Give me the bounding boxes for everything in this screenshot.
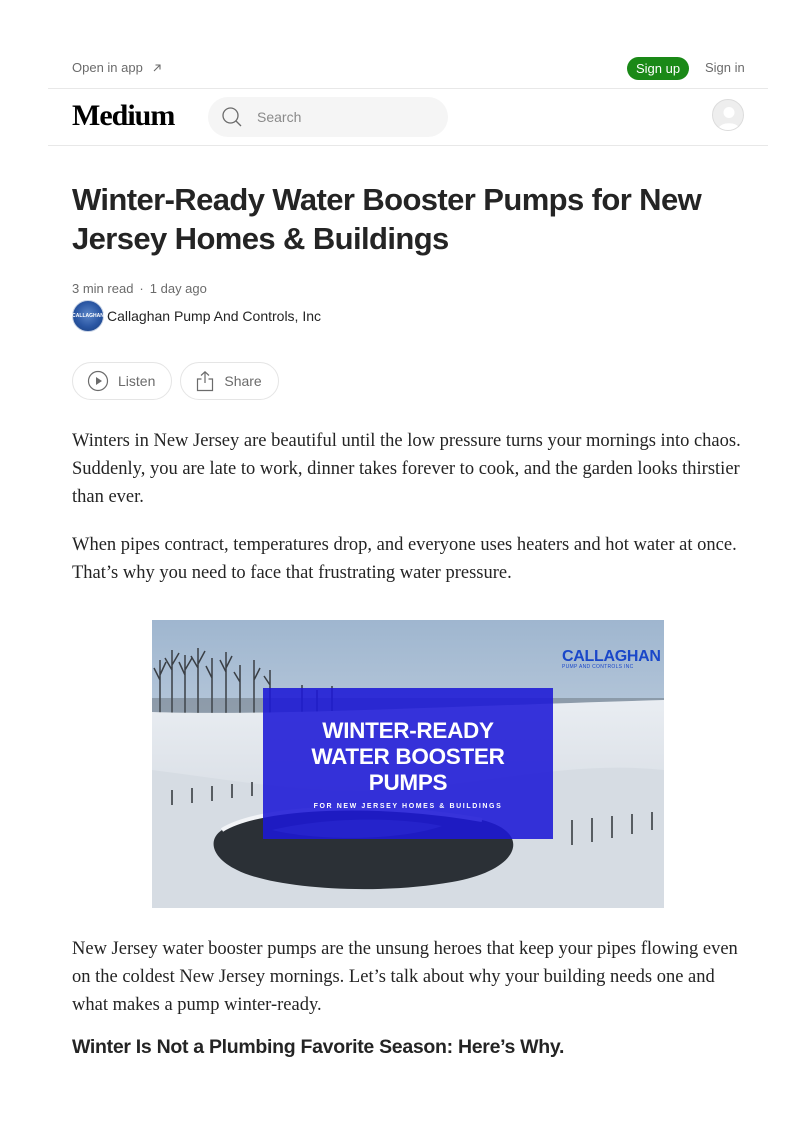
- article-paragraph: New Jersey water booster pumps are the unsung heroes that keep your pipes flowing even on the coldest New Jersey mornings. Let’s talk about why your building needs one and what makes a pump winter-ready.: [72, 939, 738, 1015]
- article-paragraph: When pipes contract, temperatures drop, and everyone uses heaters and hot water at once. That’s why you need to face that frustrating water pressure.: [72, 535, 737, 583]
- author-name[interactable]: Callaghan Pump And Controls, Inc: [107, 308, 322, 324]
- share-label: Share: [224, 373, 262, 389]
- article-paragraph: Winters in New Jersey are beautiful until the low pressure turns your mornings into chaos. Suddenly, you are late to work, dinner takes forever to cook, and the garden looks thirstier than ever.: [72, 431, 741, 507]
- published-date: 1 day ago: [149, 281, 207, 296]
- search-box[interactable]: [208, 97, 448, 137]
- read-time: 3 min read: [72, 281, 134, 296]
- search-input[interactable]: [257, 109, 427, 125]
- sign-in-link[interactable]: Sign in: [705, 60, 745, 75]
- hero-subtitle: FOR NEW JERSEY HOMES & BUILDINGS: [313, 802, 503, 810]
- open-in-app-link[interactable]: [72, 60, 163, 75]
- hero-brand-logo: CALLAGHAN: [562, 648, 661, 665]
- hero-text-box: [263, 688, 553, 839]
- hero-line-3: PUMPS: [368, 769, 448, 795]
- author-avatar-text: CALLAGHAN: [72, 313, 104, 319]
- top-bar: [48, 50, 768, 89]
- listen-button[interactable]: [72, 362, 172, 400]
- user-avatar-icon[interactable]: [712, 99, 744, 131]
- author-row: [72, 300, 321, 332]
- medium-logo[interactable]: Medium: [72, 99, 175, 132]
- listen-label: Listen: [118, 373, 156, 389]
- open-in-app-label: Open in app: [72, 60, 143, 75]
- article-title: Winter-Ready Water Booster Pumps for New Jersey Homes & Buildings: [72, 182, 702, 256]
- article-actions: [72, 362, 279, 400]
- arrow-up-right-icon: [151, 62, 163, 74]
- share-icon: [195, 370, 215, 392]
- hero-brand-subtitle: PUMP AND CONTROLS INC: [562, 664, 634, 670]
- hero-line-2: WATER BOOSTER: [311, 743, 505, 769]
- article-meta: [72, 281, 207, 296]
- user-silhouette-icon: [713, 100, 744, 131]
- search-icon: [221, 106, 243, 128]
- hero-line-1: WINTER-READY: [322, 717, 494, 743]
- nav-bar: [48, 89, 768, 146]
- author-avatar[interactable]: [72, 300, 104, 332]
- sign-up-button[interactable]: Sign up: [627, 57, 689, 80]
- share-button[interactable]: [180, 362, 278, 400]
- meta-separator: ·: [139, 281, 144, 296]
- article-subheading: Winter Is Not a Plumbing Favorite Season: Here’s Why.: [72, 1036, 565, 1058]
- play-circle-icon: [87, 370, 109, 392]
- hero-image: [152, 620, 664, 908]
